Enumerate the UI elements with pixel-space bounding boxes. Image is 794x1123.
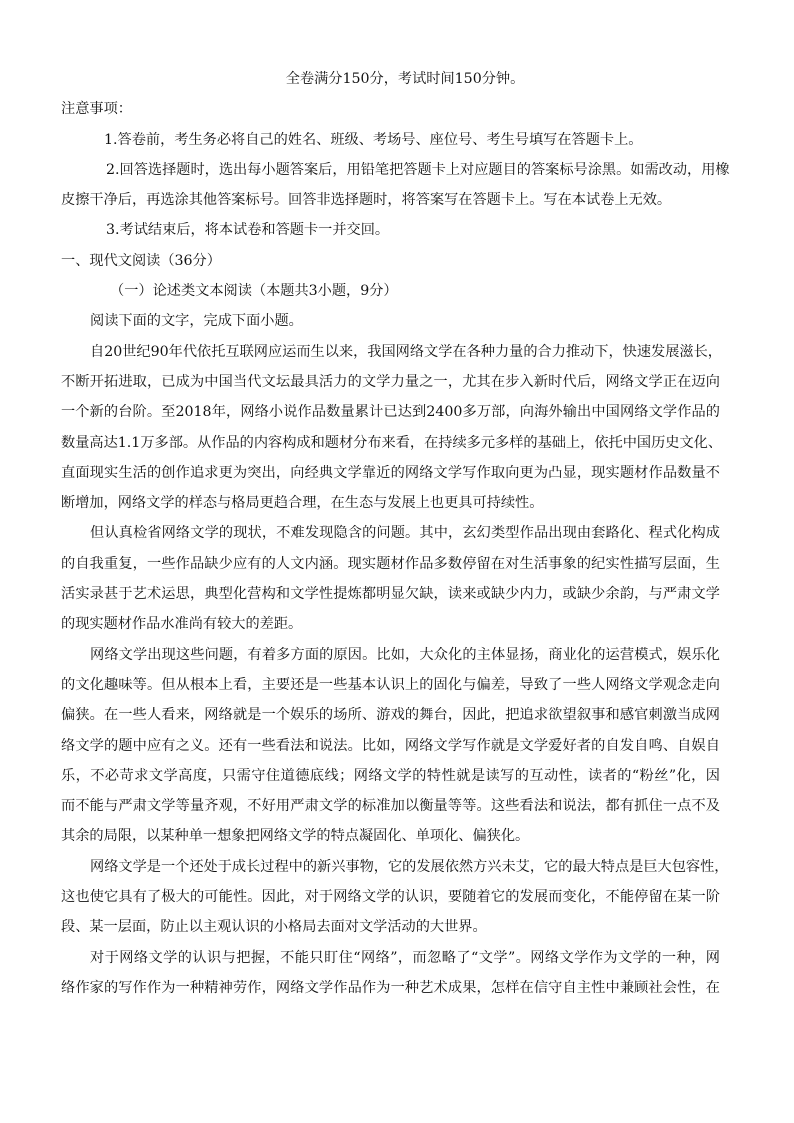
passage-line: 这也使它具有了极大的可能性。因此，对于网络文学的认识，要随着它的发展而变化，不能停留在某一阶 xyxy=(61,889,720,906)
passage-line: 数量高达1.1万多部。从作品的内容构成和题材分布来看，在持续多元多样的基础上，依托中国历史文化、 xyxy=(61,434,723,451)
passage-line: 的文化趣味等。但从根本上看，主要还是一些基本认识上的固化与偏差，导致了一些人网络文学观念走向 xyxy=(61,676,720,693)
passage-line: 直面现实生活的创作追求更为突出，向经典文学靠近的网络文学写作取向更为凸显，现实题材作品数量不 xyxy=(61,464,720,481)
exam-info: 全卷满分150分，考试时间150分钟。 xyxy=(285,71,525,87)
passage-line: 乐，不必苛求文学高度，只需守住道德底线；网络文学的特性就是读写的互动性，读者的“粉丝”化，因 xyxy=(61,767,720,784)
passage-line: 而不能与严肃文学等量齐观，不好用严肃文学的标准加以衡量等等。这些看法和说法，都有抓住一点不及 xyxy=(61,798,720,815)
passage-line: 但认真检省网络文学的现状，不难发现隐含的问题。其中，玄幻类型作品出现由套路化、程式化构成 xyxy=(90,525,720,542)
note-item-3: 3.考试结束后，将本试卷和答题卡一并交回。 xyxy=(106,222,390,239)
passage-line: 络文学的题中应有之义。还有一些看法和说法。比如，网络文学写作就是文学爱好者的自发自鸣、自娱自 xyxy=(61,737,720,754)
passage-line: 的现实题材作品水准尚有较大的差距。 xyxy=(61,616,303,633)
passage-line: 其余的局限，以某种单一想象把网络文学的特点凝固化、单项化、偏狭化。 xyxy=(61,828,530,845)
note-item-2-line-1: 2.回答选择题时，选出每小题答案后，用铅笔把答题卡上对应题目的答案标号涂黑。如需改动，用橡 xyxy=(106,161,730,178)
document-page xyxy=(61,64,730,1003)
notes-title: 注意事项： xyxy=(61,101,132,118)
passage-line: 的自我重复，一些作品缺少应有的人文内涵。现实题材作品多数停留在对生活事象的纪实性描写层面，生 xyxy=(61,555,720,572)
passage-line: 活实录甚于艺术运思，典型化营构和文学性提炼都明显欠缺，读来或缺少内力，或缺少余韵，与严肃文学 xyxy=(61,586,720,603)
passage-line: 段、某一层面，防止以主观认识的小格局去面对文学活动的大世界。 xyxy=(61,919,487,936)
section-subtitle: （一）论述类文本阅读（本题共3小题，9分） xyxy=(110,283,398,300)
passage-line: 偏狭。在一些人看来，网络就是一个娱乐的场所、游戏的舞台，因此，把追求欲望叙事和感官刺激当成网 xyxy=(61,707,720,724)
passage-line: 断增加，网络文学的样态与格局更趋合理，在生态与发展上也更具可持续性。 xyxy=(61,495,544,512)
section-instruction: 阅读下面的文字，完成下面小题。 xyxy=(90,313,303,330)
passage-line: 网络文学出现这些问题，有着多方面的原因。比如，大众化的主体显扬，商业化的运营模式，娱乐化 xyxy=(90,646,720,663)
passage-line: 一个新的台阶。至2018年，网络小说作品数量累计已达到2400多万部，向海外输出中国网络文学作品的 xyxy=(61,404,720,421)
passage-line: 不断开拓进取，已成为中国当代文坛最具活力的文学力量之一，尤其在步入新时代后，网络文学正在迈向 xyxy=(61,373,720,390)
note-item-1: 1.答卷前，考生务必将自己的姓名、班级、考场号、座位号、考生号填写在答题卡上。 xyxy=(104,131,643,148)
passage-line: 网络文学是一个还处于成长过程中的新兴事物，它的发展依然方兴未艾，它的最大特点是巨大包容性， xyxy=(90,858,729,875)
passage-line: 自20世纪90年代依托互联网应运而生以来，我国网络文学在各种力量的合力推动下，快速发展滋长， xyxy=(90,343,722,360)
section-title: 一、现代文阅读（36分） xyxy=(61,252,221,269)
passage-line: 络作家的写作作为一种精神劳作，网络文学作品作为一种艺术成果，怎样在信守自主性中兼顾社会性，在 xyxy=(61,979,720,996)
note-item-2-line-2: 皮擦干净后，再选涂其他答案标号。回答非选择题时，将答案写在答题卡上。写在本试卷上无效。 xyxy=(61,192,672,209)
passage-line: 对于网络文学的认识与把握，不能只盯住“网络”，而忽略了“文学”。网络文学作为文学的一种，网 xyxy=(90,949,720,966)
